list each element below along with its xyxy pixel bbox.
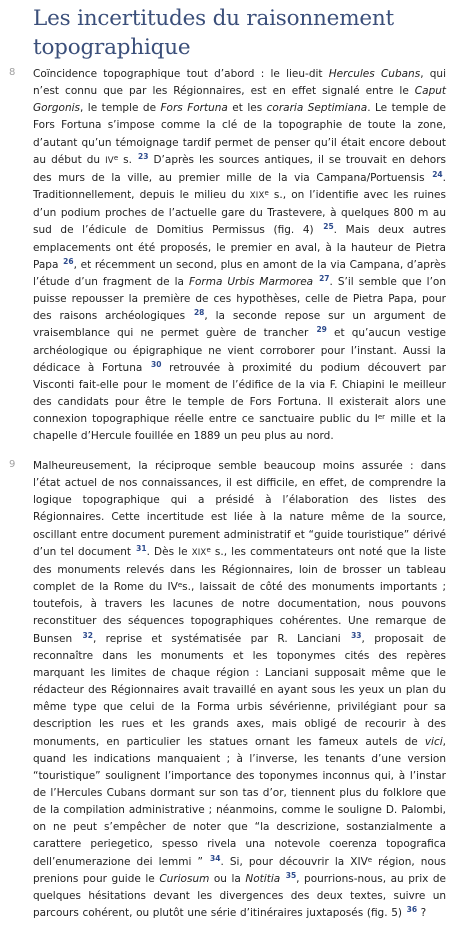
paragraph-9 [33, 458, 446, 922]
text-run: région, nous prenions pour guide le [33, 855, 446, 885]
footnote-ref-25[interactable]: 25 [323, 222, 334, 232]
italic-text: Curiosum [159, 872, 210, 885]
footnote-ref-30[interactable]: 30 [151, 359, 162, 369]
footnote-ref-28[interactable]: 28 [193, 308, 205, 318]
footnote-ref-36[interactable]: 36 [406, 905, 418, 915]
text-run: mille et la chapelle d’Hercule fouillée en 1889 un peu plus au nord. [33, 413, 446, 443]
paragraph-8 [33, 66, 446, 445]
italic-text: Notitia [245, 872, 281, 885]
italic-text: Fors Fortuna [160, 102, 228, 115]
italic-text: coraria Septimiana [266, 102, 368, 115]
text-run: , et récemment un second, plus en amont de la via Campana, d’après l’étude d’un fragment de la [33, 258, 446, 288]
text-run: Coïncidence topographique tout d’abord : le lieu-dit [33, 68, 329, 80]
text-run: . S’il semble que l’on puisse repousser la première de ces hypothèses, celle de Pietra Papa, pour des raisons archéologiques [33, 275, 446, 323]
text-run: , le temple de [80, 102, 161, 115]
text-run: , proposait de reconnaître dans les monuments et les toponymes cités des repères marquant les limites de chaque région : Lanciani supposait même que le rédacteur des Régionnaires avait travaillé en ayant sous les yeux un plan du même type que celui de la Forma urbis sévérienne, privilégiant pour sa description les rues et les grands axes, mais obligé de recourir à des monuments, en particulier les statues ornant les fameux autels de [33, 632, 446, 748]
text-run: s., les commentateurs ont noté que la liste des monuments relevés dans les Régionnaires, loin de brosser un tableau complet de la Rome du IV [33, 545, 446, 594]
text-run: , reprise et systématisée par R. Lanciani [92, 632, 351, 645]
footnote-ref-34[interactable]: 34 [210, 853, 221, 863]
text-run: , qui n’est connu que par les Régionnaires, est en effet signalé entre le [33, 68, 447, 98]
paragraph-number: 9 [9, 459, 16, 470]
text-run: Malheureusement, la réciproque semble beaucoup moins assurée : dans l’état actuel de nos connaissances, il est difficile, en effet, de comprendre la logique topographique qui a présidé à l’élaboration des listes des Régionnaires. Cette incertitude est liée à la nature même de la source, oscillant entre document purement administratif et “guide touristique” dérivé d’un tel document [33, 460, 446, 558]
text-run: s., on l’identifie avec les ruines d’un podium proches de l’actuelle gare du Trastevere, à quelques 800 m au sud de l’édicule de Domitius Permissus (fig. 4) [33, 189, 446, 237]
italic-text: vici [424, 735, 443, 748]
footnote-ref-23[interactable]: 23 [138, 151, 149, 161]
text-run: ou la [209, 872, 246, 885]
century-numeral: IV [105, 155, 114, 166]
text-run: , la seconde repose sur un argument de vraisemblance qui ne permet guère de trancher [33, 310, 446, 340]
superscript-text: er [377, 413, 386, 422]
footnote-ref-27[interactable]: 27 [319, 273, 330, 283]
footnote-ref-35[interactable]: 35 [285, 870, 297, 880]
century-numeral: XIX [249, 191, 265, 202]
text-run: . Mais deux autres emplacements ont été proposés, le premier en aval, à la hauteur de Pietra Papa [33, 224, 446, 271]
text-run: , pourrions-nous, au prix de quelques hésitations devant les divergences des deux textes, suivre un parcours cohérent, ou plutôt une série d’itinéraires juxtaposés (fig. 5) [33, 872, 447, 920]
superscript-text: e [206, 545, 211, 554]
text-run: . Le temple de Fors Fortuna s’impose comme la clé de la topographie de toute la zone, d’autant qu’un témoignage tardif permet de penser qu’il était encore debout au début du [33, 102, 446, 166]
century-numeral: XIX [191, 547, 207, 558]
superscript-text: e [113, 153, 119, 162]
superscript-text: e [264, 189, 269, 198]
text-run: ? [417, 907, 427, 920]
text-run: D’après les sources antiques, il se trouvait en dehors des murs de la ville, au premier mille de la via Campana/Portuensis [33, 153, 446, 184]
section-heading: Les incertitudes du raisonnement topographique [33, 6, 395, 60]
text-run: retrouvée à proximité du podium découvert par Visconti fait-elle pour le moment de l’édifice de la via F. Chiapini le meilleur des candidats pour être le temple de Fors Fortuna. Il existerait alors une connexion topographique réelle entre ce sanctuaire public du I [33, 361, 446, 426]
italic-text: Caput Gorgonis [33, 85, 446, 115]
text-run: et les [227, 102, 267, 115]
footnote-ref-31[interactable]: 31 [136, 543, 147, 553]
footnote-ref-33[interactable]: 33 [351, 630, 362, 640]
footnote-ref-29[interactable]: 29 [316, 325, 327, 335]
text-run: , quand les indications manquaient ; à l’inverse, les tenants d’une version “touristique” soulignent l’importance des toponymes inconnus qui, à l’instar de l’Hercules Cubans dormant sur son tas d’or, tiennent plus du folklore que de la compilation administrative ; néanmoins, comme le souligne D. Palombi, on ne peut s’empêcher de noter que “la descrizione, sostanzialmente a carattere periegetico, spesso rivela una notevole coerenza topografica dell’enumerazione dei lemmi ” [33, 735, 446, 868]
text-run: . Dès le [146, 545, 192, 558]
italic-text: Forma Urbis Marmorea [188, 275, 314, 288]
paragraph-number: 8 [9, 67, 16, 78]
text-run: . Traditionnellement, depuis le milieu du [33, 171, 446, 202]
superscript-text: e [367, 855, 373, 864]
text-run: . Si, pour découvrir la XIV [220, 855, 368, 868]
footnote-ref-32[interactable]: 32 [82, 630, 93, 640]
italic-text: Hercules Cubans [328, 68, 421, 80]
text-run: et qu’aucun vestige archéologique ou épigraphique ne vient corroborer pour l’instant. Aussi la dédicace à Fortuna [33, 327, 446, 374]
superscript-text: e [177, 581, 183, 590]
footnote-ref-26[interactable]: 26 [63, 256, 74, 266]
text-run: s., laissait de côté des monuments importants ; toutefois, à travers les lacunes de notre documentation, nous pouvons reconstituer des séquences topographiques cohérentes. Une remarque de Bunsen [33, 581, 446, 645]
footnote-ref-24[interactable]: 24 [432, 169, 443, 179]
text-run: s. [118, 153, 137, 166]
